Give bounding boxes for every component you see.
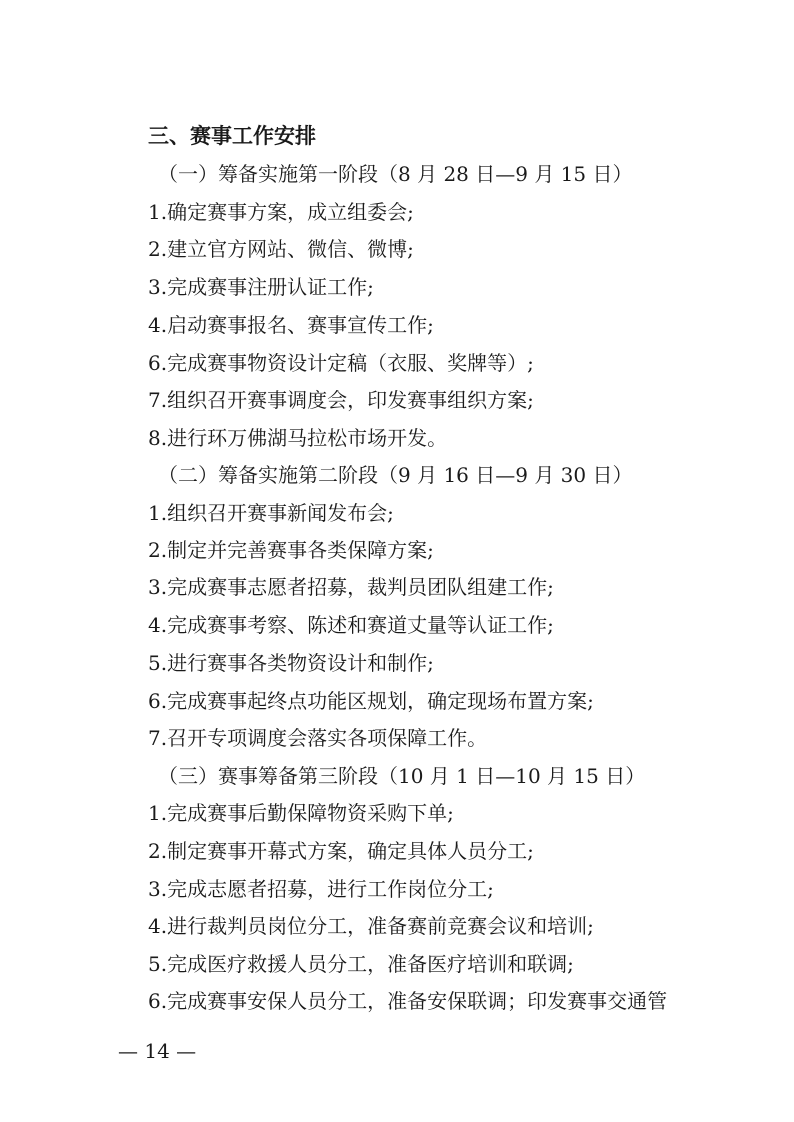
stage-1-title: （一）筹备实施第一阶段（8 月 28 日—9 月 15 日） xyxy=(158,162,633,186)
list-item: 7.召开专项调度会落实各项保障工作。 xyxy=(148,726,488,750)
list-item: 5.进行赛事各类物资设计和制作; xyxy=(148,651,434,675)
list-item: 1.确定赛事方案，成立组委会; xyxy=(148,200,414,224)
list-item: 6.完成赛事起终点功能区规划，确定现场布置方案; xyxy=(148,689,594,713)
list-item: 3.完成赛事注册认证工作; xyxy=(148,275,374,299)
list-item: 3.完成志愿者招募，进行工作岗位分工; xyxy=(148,877,494,901)
list-item: 4.启动赛事报名、赛事宣传工作; xyxy=(148,313,434,337)
stage-3-title: （三）赛事筹备第三阶段（10 月 1 日—10 月 15 日） xyxy=(158,764,646,788)
list-item: 2.建立官方网站、微信、微博; xyxy=(148,237,414,261)
list-item: 4.进行裁判员岗位分工，准备赛前竞赛会议和培训; xyxy=(148,914,594,938)
list-item: 7.组织召开赛事调度会，印发赛事组织方案; xyxy=(148,388,534,412)
list-item: 6.完成赛事物资设计定稿（衣服、奖牌等）; xyxy=(148,351,534,375)
section-title: 三、赛事工作安排 xyxy=(148,123,316,148)
list-item: 4.完成赛事考察、陈述和赛道丈量等认证工作; xyxy=(148,613,554,637)
list-item: 3.完成赛事志愿者招募，裁判员团队组建工作; xyxy=(148,575,554,599)
list-item: 2.制定并完善赛事各类保障方案; xyxy=(148,538,434,562)
list-item: 8.进行环万佛湖马拉松市场开发。 xyxy=(148,426,448,450)
list-item: 1.组织召开赛事新闻发布会; xyxy=(148,501,394,525)
stage-2-title: （二）筹备实施第二阶段（9 月 16 日—9 月 30 日） xyxy=(158,463,633,487)
page-number: — 14 — xyxy=(118,1039,197,1063)
list-item: 2.制定赛事开幕式方案，确定具体人员分工; xyxy=(148,839,534,863)
list-item: 5.完成医疗救援人员分工，准备医疗培训和联调; xyxy=(148,952,574,976)
list-item: 6.完成赛事安保人员分工，准备安保联调；印发赛事交通管 xyxy=(148,989,668,1013)
list-item: 1.完成赛事后勤保障物资采购下单; xyxy=(148,801,454,825)
